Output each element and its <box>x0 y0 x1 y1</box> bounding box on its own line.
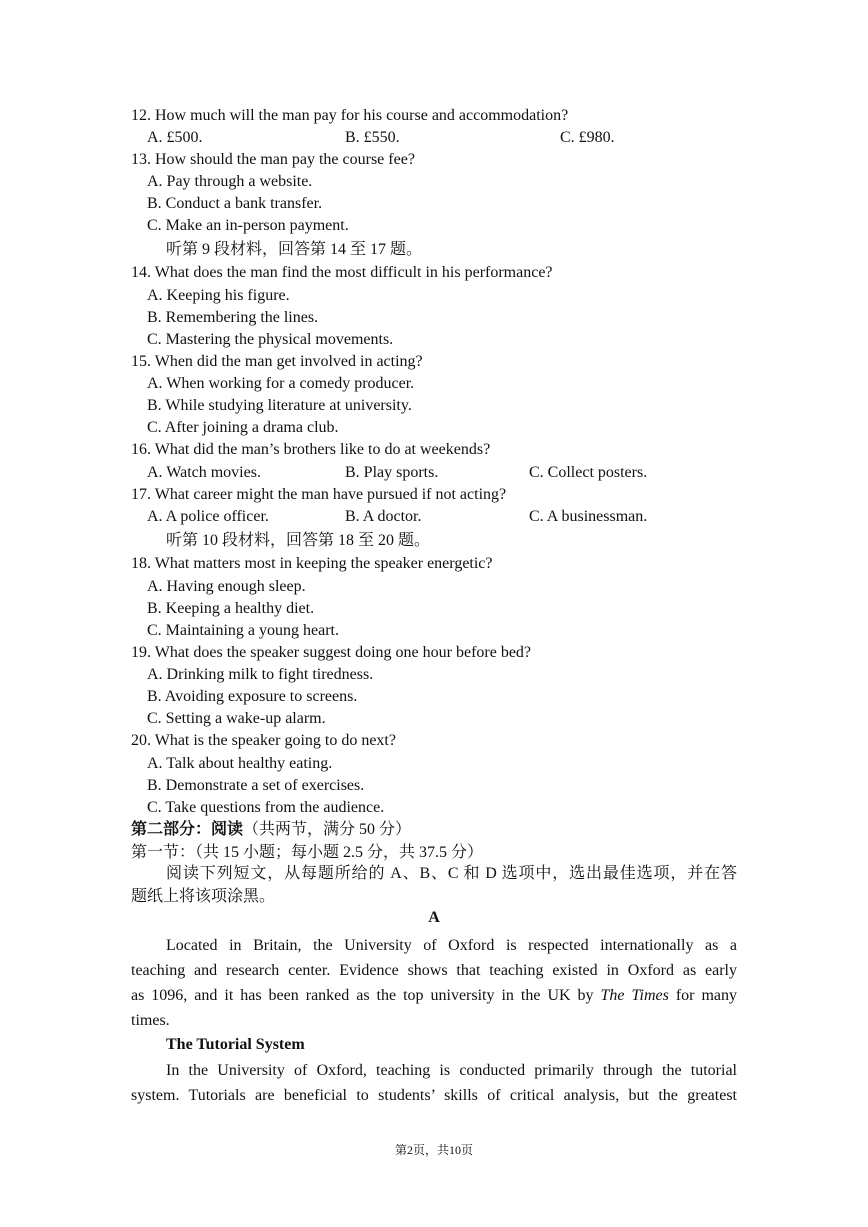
section-subheading: The Tutorial System <box>166 1036 305 1053</box>
reading-instruction-line-2: 题纸上将该项涂黑。 <box>131 888 276 905</box>
q15-option-a: A. When working for a comedy producer. <box>147 375 415 392</box>
passage-p1-line-3-start: as 1096, and it has been ranked as the top university in the UK by <box>131 987 601 1004</box>
q18-option-b: B. Keeping a healthy diet. <box>147 600 315 617</box>
passage-p1-line-1: Located in Britain, the University of Oxford is respected internationally as a <box>166 937 737 954</box>
q19-option-c: C. Setting a wake-up alarm. <box>147 710 326 727</box>
question-17: 17. What career might the man have pursued if not acting? <box>131 486 507 503</box>
part-2-heading <box>131 819 411 841</box>
q17-option-c: C. A businessman. <box>529 508 648 525</box>
part-2-heading-bold: 第二部分：阅读 <box>131 821 244 838</box>
section-9-instruction: 听第 9 段材料，回答第 14 至 17 题。 <box>166 241 423 258</box>
q13-option-b: B. Conduct a bank transfer. <box>147 195 323 212</box>
q14-option-b: B. Remembering the lines. <box>147 309 319 326</box>
q13-option-a: A. Pay through a website. <box>147 173 313 190</box>
q17-option-a: A. A police officer. <box>147 508 269 525</box>
question-16: 16. What did the man’s brothers like to do at weekends? <box>131 441 491 458</box>
section-10-instruction: 听第 10 段材料，回答第 18 至 20 题。 <box>166 532 431 549</box>
q16-option-a: A. Watch movies. <box>147 464 261 481</box>
q12-option-a: A. £500. <box>147 129 203 146</box>
passage-p2-line-2: system. Tutorials are beneficial to students’ skills of critical analysis, but the greatest <box>131 1087 737 1104</box>
q12-option-c: C. £980. <box>560 129 615 146</box>
passage-p2-line-1: In the University of Oxford, teaching is conducted primarily through the tutorial <box>166 1062 737 1079</box>
q18-option-a: A. Having enough sleep. <box>147 578 306 595</box>
q19-option-b: B. Avoiding exposure to screens. <box>147 688 358 705</box>
passage-p1-line-4: times. <box>131 1012 170 1029</box>
passage-label: A <box>428 909 440 926</box>
q15-option-c: C. After joining a drama club. <box>147 419 339 436</box>
q20-option-a: A. Talk about healthy eating. <box>147 755 333 772</box>
q18-option-c: C. Maintaining a young heart. <box>147 622 339 639</box>
q12-option-b: B. £550. <box>345 129 400 146</box>
passage-p1-line-3 <box>131 983 737 1008</box>
question-15: 15. When did the man get involved in acting? <box>131 353 423 370</box>
question-14: 14. What does the man find the most difficult in his performance? <box>131 264 553 281</box>
q20-option-b: B. Demonstrate a set of exercises. <box>147 777 365 794</box>
question-12: 12. How much will the man pay for his course and accommodation? <box>131 107 569 124</box>
question-20: 20. What is the speaker going to do next? <box>131 732 396 749</box>
passage-p1-line-2: teaching and research center. Evidence shows that teaching existed in Oxford as early <box>131 962 737 979</box>
q15-option-b: B. While studying literature at university. <box>147 397 412 414</box>
passage-p1-line-3-end: for many <box>668 987 738 1004</box>
q20-option-c: C. Take questions from the audience. <box>147 799 385 816</box>
page-footer: 第2页，共10页 <box>394 1143 473 1157</box>
newspaper-title: The Times <box>600 987 669 1004</box>
reading-instruction-line-1: 阅读下列短文，从每题所给的 A、B、C 和 D 选项中，选出最佳选项，并在答 <box>166 865 737 882</box>
q14-option-a: A. Keeping his figure. <box>147 287 290 304</box>
question-18: 18. What matters most in keeping the speaker energetic? <box>131 555 493 572</box>
q17-option-b: B. A doctor. <box>345 508 422 525</box>
q16-option-c: C. Collect posters. <box>529 464 648 481</box>
question-13: 13. How should the man pay the course fee? <box>131 151 415 168</box>
question-19: 19. What does the speaker suggest doing one hour before bed? <box>131 644 532 661</box>
section-1-heading: 第一节：（共 15 小题；每小题 2.5 分，共 37.5 分） <box>131 844 484 861</box>
part-2-heading-detail: （共两节，满分 50 分） <box>243 821 412 838</box>
q14-option-c: C. Mastering the physical movements. <box>147 331 394 348</box>
q16-option-b: B. Play sports. <box>345 464 439 481</box>
q13-option-c: C. Make an in-person payment. <box>147 217 349 234</box>
q19-option-a: A. Drinking milk to fight tiredness. <box>147 666 374 683</box>
